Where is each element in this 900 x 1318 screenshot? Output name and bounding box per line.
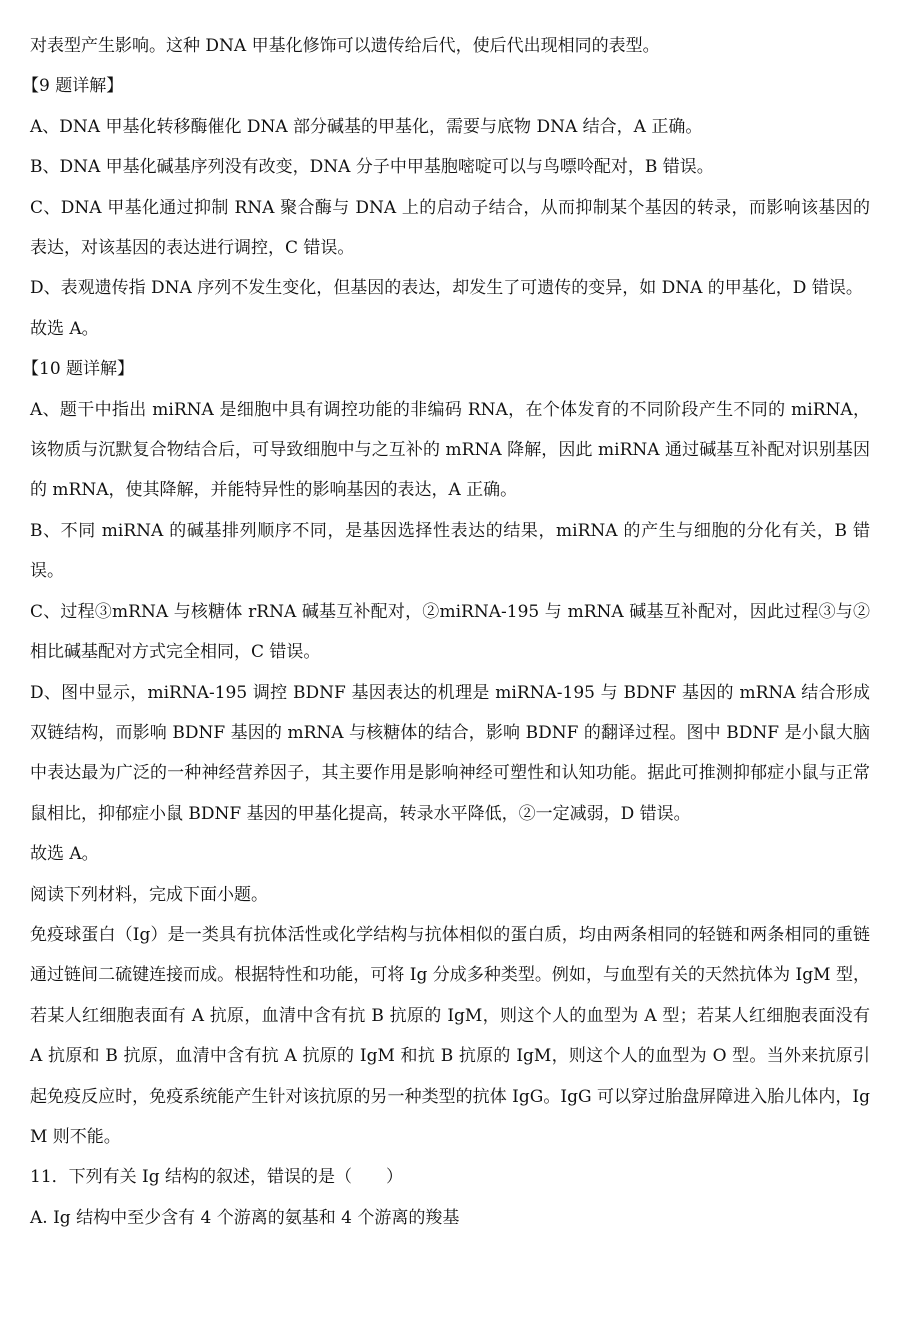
- section-heading-q9: 【9 题详解】: [22, 76, 124, 97]
- q9-option-b-explanation: B、DNA 甲基化碱基序列没有改变，DNA 分子中甲基胞嘧啶可以与鸟嘌呤配对，B 错误。: [30, 157, 714, 178]
- q9-option-a-explanation: A、DNA 甲基化转移酶催化 DNA 部分碱基的甲基化，需要与底物 DNA 结合，A 正确。: [30, 116, 703, 137]
- q9-option-d-explanation: D、表观遗传指 DNA 序列不发生变化，但基因的表达，却发生了可遗传的变异，如 DNA 的甲基化，D 错误。: [30, 278, 863, 299]
- q10-option-b-explanation: B、不同 miRNA 的碱基排列顺序不同，是基因选择性表达的结果，miRNA 的产生与细胞的分化有关，B 错误。: [30, 520, 870, 582]
- q10-option-d-explanation: D、图中显示，miRNA-195 调控 BDNF 基因表达的机理是 miRNA-195 与 BDNF 基因的 mRNA 结合形成双链结构，而影响 BDNF 基因的 mRNA 与核糖体的结合，影响 BDNF 的翻译过程。图中 BDNF 是小鼠大脑中表达最为广泛的一种神经营养因子，其主要作用是影响神经可塑性和认知功能。据此可推测抑郁症小鼠与正常鼠相比，抑郁症小鼠 BDNF 基因的甲基化提高，转录水平降低，②一定减弱，D 错误。: [30, 682, 870, 824]
- q10-option-a-explanation: A、题干中指出 miRNA 是细胞中具有调控功能的非编码 RNA，在个体发育的不同阶段产生不同的 miRNA，该物质与沉默复合物结合后，可导致细胞中与之互补的 mRNA 降解，因此 miRNA 通过碱基互补配对识别基因的 mRNA，使其降解，并能特异性的影响基因的表达，A 正确。: [30, 399, 870, 501]
- question-11-stem: 11．下列有关 Ig 结构的叙述，错误的是（ ）: [30, 1167, 404, 1188]
- reading-material-immunoglobulin: 免疫球蛋白（Ig）是一类具有抗体活性或化学结构与抗体相似的蛋白质，均由两条相同的轻链和两条相同的重链通过链间二硫键连接而成。根据特性和功能，可将 Ig 分成多种类型。例如，与血型有关的天然抗体为 IgM 型，若某人红细胞表面有 A 抗原，血清中含有抗 B 抗原的 IgM，则这个人的血型为 A 型；若某人红细胞表面没有 A 抗原和 B 抗原，血清中含有抗 A 抗原的 IgM 和抗 B 抗原的 IgM，则这个人的血型为 O 型。当外来抗原引起免疫反应时，免疫系统能产生针对该抗原的另一种类型的抗体 IgG。IgG 可以穿过胎盘屏障进入胎儿体内，IgM 则不能。: [30, 924, 870, 1147]
- question-11-option-a: A. Ig 结构中至少含有 4 个游离的氨基和 4 个游离的羧基: [30, 1207, 460, 1228]
- reading-instruction: 阅读下列材料，完成下面小题。: [30, 884, 268, 905]
- section-heading-q10: 【10 题详解】: [22, 359, 135, 380]
- q9-answer: 故选 A。: [30, 318, 99, 339]
- paragraph-methylation-inheritance: 对表型产生影响。这种 DNA 甲基化修饰可以遗传给后代，使后代出现相同的表型。: [30, 36, 660, 56]
- q10-answer: 故选 A。: [30, 844, 99, 865]
- q10-option-c-explanation: C、过程③mRNA 与核糖体 rRNA 碱基互补配对，②miRNA-195 与 mRNA 碱基互补配对，因此过程③与②相比碱基配对方式完全相同，C 错误。: [30, 601, 870, 663]
- q9-option-c-explanation: C、DNA 甲基化通过抑制 RNA 聚合酶与 DNA 上的启动子结合，从而抑制某个基因的转录，而影响该基因的表达，对该基因的表达进行调控，C 错误。: [30, 197, 870, 259]
